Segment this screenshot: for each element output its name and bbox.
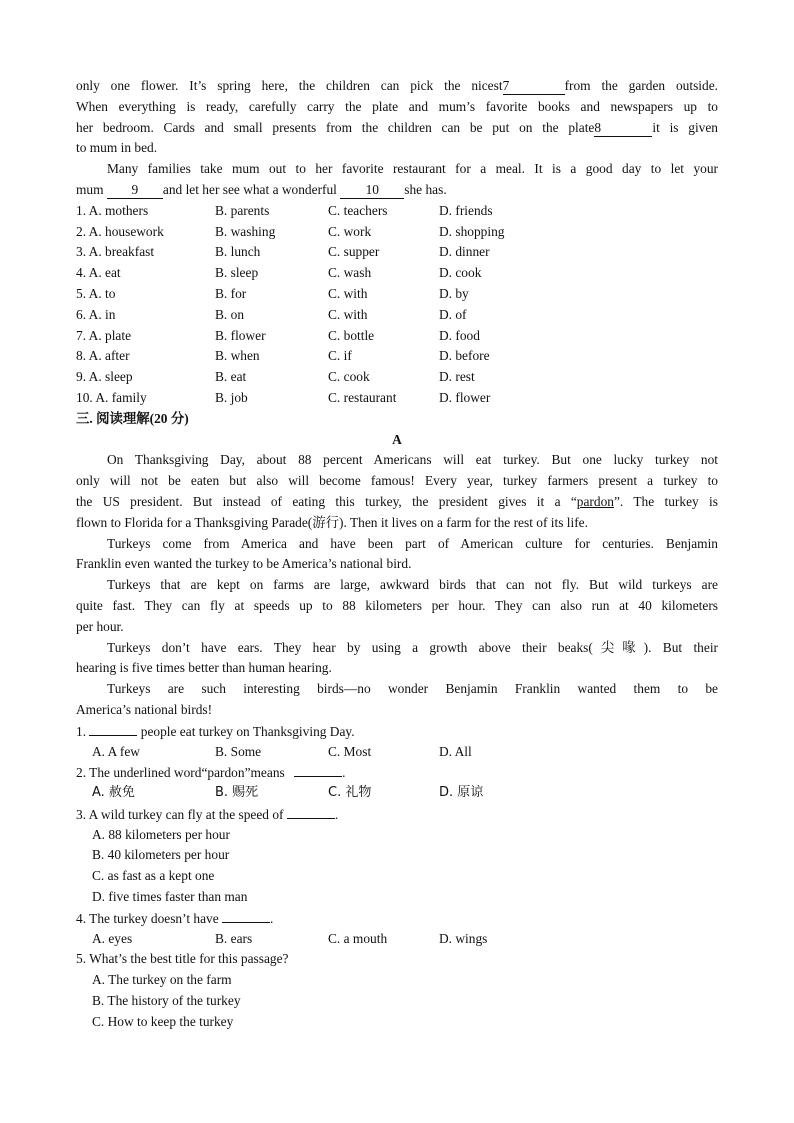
option-c[interactable]: C. with [328,306,368,322]
cloze-option-row [76,263,718,284]
option-b[interactable]: B. on [215,306,245,322]
cloze-text: from the garden outside. [564,78,718,93]
passage-text: ”. The turkey is [613,493,718,509]
option-a[interactable]: 7. A. plate [76,327,132,343]
passage-label: A [392,431,402,447]
passage-line: flown to Florida for a Thanksgiving Parade(游行). Then it lives on a farm for the rest of its life. [76,514,588,530]
option-c[interactable]: C. with [328,285,368,301]
option-a[interactable]: 8. A. after [76,348,130,364]
question-number: 1. [76,723,87,739]
passage-line: Turkeys that are kept on farms are large, awkward birds that can not fly. But wild turkeys are [107,577,718,593]
cloze-option-row [76,201,718,222]
cloze-text: mum [76,181,104,197]
option-b[interactable]: B. washing [215,223,276,239]
option-a[interactable]: 6. A. in [76,306,116,322]
option-b[interactable]: B. The history of the turkey [92,993,241,1009]
question-text: 4. The turkey doesn’t have [76,910,219,926]
option-a[interactable]: 2. A. housework [76,223,164,239]
cloze-line: to mum in bed. [76,140,158,156]
option-d[interactable]: D. of [439,306,467,322]
question-2-options [76,783,718,804]
question-4-options [76,929,718,950]
passage-line: quite fast. They can fly at speeds up to 88 kilometers per hour. They can also run at 40 kilometers [76,597,718,613]
cloze-text: she has. [404,181,447,197]
option-d[interactable]: D. food [439,327,480,343]
option-b[interactable]: B. 40 kilometers per hour [92,847,230,863]
cloze-option-row [76,326,718,347]
option-c[interactable]: C. restaurant [328,389,397,405]
option-a[interactable]: 10. A. family [76,389,147,405]
answer-blank[interactable] [294,762,342,777]
passage-line: hearing is five times better than human hearing. [76,660,332,676]
cloze-line: Many families take mum out to her favorite restaurant for a meal. It is a good day to let your [107,161,718,177]
question-4-stem: 4. The turkey doesn’t have . [76,908,718,929]
option-d[interactable]: D. flower [439,389,491,405]
option-d[interactable]: D. All [439,743,472,759]
option-d[interactable]: D. by [439,285,469,301]
cloze-option-row [76,222,718,243]
option-b[interactable]: B. sleep [215,265,259,281]
cloze-line [76,118,718,139]
question-2-stem: 2. The underlined word“pardon”means . [76,762,718,783]
passage-line: Franklin even wanted the turkey to be America’s national bird. [76,556,412,572]
option-c[interactable]: C. teachers [328,202,388,218]
option-d[interactable]: D. before [439,348,490,364]
cloze-option-row [76,388,718,409]
option-c[interactable]: C. supper [328,244,380,260]
passage-line: On Thanksgiving Day, about 88 percent Americans will eat turkey. But one lucky turkey not [107,452,718,468]
cloze-blank-10[interactable]: 10 [340,182,404,199]
option-c[interactable]: C. work [328,223,372,239]
question-5-stem: 5. What’s the best title for this passage? [76,951,289,967]
option-a[interactable]: 4. A. eat [76,265,121,281]
cloze-line: When everything is ready, carefully carry the plate and mum’s favorite books and newspapers up to [76,98,718,114]
option-c[interactable]: C. wash [328,265,372,281]
option-d[interactable]: D. dinner [439,244,490,260]
option-b[interactable]: B. 赐死 [215,785,259,801]
option-c[interactable]: C. a mouth [328,930,388,946]
question-1-options [76,742,718,763]
cloze-option-row [76,305,718,326]
option-d[interactable]: D. shopping [439,223,505,239]
option-a[interactable]: A. eyes [92,930,133,946]
cloze-blank-9[interactable]: 9 [107,182,163,199]
answer-blank[interactable] [89,721,137,736]
cloze-option-row [76,242,718,263]
option-b[interactable]: B. when [215,348,260,364]
option-a[interactable]: 5. A. to [76,285,116,301]
passage-line: America’s national birds! [76,701,213,717]
cloze-text: and let her see what a wonderful [162,181,337,197]
option-c[interactable]: C. How to keep the turkey [92,1013,234,1029]
option-d[interactable]: D. 原谅 [439,785,484,801]
passage-line: per hour. [76,618,124,634]
option-a[interactable]: A. 赦免 [92,785,135,801]
cloze-options [76,201,718,409]
option-d[interactable]: D. friends [439,202,493,218]
option-a[interactable]: A. 88 kilometers per hour [92,826,230,842]
question-text: people eat turkey on Thanksgiving Day. [140,723,355,739]
option-b[interactable]: B. flower [215,327,266,343]
option-b[interactable]: B. eat [215,369,247,385]
option-a[interactable]: 3. A. breakfast [76,244,155,260]
cloze-text: it is given [652,119,718,135]
question-text: 2. The underlined word“pardon”means [76,765,285,781]
option-b[interactable]: B. job [215,389,248,405]
option-b[interactable]: B. parents [215,202,270,218]
passage-line: Turkeys come from America and have been part of American culture for centuries. Benjamin [107,535,718,551]
option-c[interactable]: C. bottle [328,327,375,343]
cloze-option-row [76,284,718,305]
cloze-text: only one flower. It’s spring here, the children can pick the nicest [76,78,503,93]
option-b[interactable]: B. lunch [215,244,261,260]
option-a[interactable]: 1. A. mothers [76,202,149,218]
question-1-stem [76,721,718,742]
worksheet-page [76,76,718,1033]
option-a[interactable]: 9. A. sleep [76,369,133,385]
passage-line: only will not be eaten but also will become famous! Every year, turkey farmers present a turkey to [76,473,718,489]
section-heading: 三. 阅读理解(20 分) [76,410,189,426]
option-d[interactable]: D. cook [439,265,482,281]
option-b[interactable]: B. ears [215,930,253,946]
option-b[interactable]: B. Some [215,743,262,759]
cloze-text: her bedroom. Cards and small presents from the children can be put on the plate [76,119,595,135]
option-a[interactable]: A. The turkey on the farm [92,972,232,988]
cloze-line [76,180,718,201]
cloze-line [76,76,718,97]
option-d[interactable]: D. five times faster than man [92,889,248,905]
cloze-option-row [76,367,718,388]
option-d[interactable]: D. wings [439,930,488,946]
option-c[interactable]: C. cook [328,369,370,385]
question-text: 3. A wild turkey can fly at the speed of [76,806,284,822]
cloze-blank-7[interactable]: 7 [503,78,565,95]
option-b[interactable]: B. for [215,285,247,301]
cloze-option-row [76,346,718,367]
answer-blank[interactable] [222,908,270,923]
cloze-blank-8[interactable]: 8 [594,120,652,137]
option-a[interactable]: A. A few [92,743,140,759]
passage-line: Turkeys don’t have ears. They hear by using a growth above their beaks(尖喙). But their [107,639,718,655]
passage-line: Turkeys are such interesting birds—no wonder Benjamin Franklin wanted them to be [107,681,718,697]
question-3-stem: 3. A wild turkey can fly at the speed of . [76,804,718,825]
passage-line [76,492,718,513]
option-c[interactable]: C. Most [328,743,372,759]
answer-blank[interactable] [287,804,335,819]
underlined-word-pardon: pardon [576,493,614,509]
option-c[interactable]: C. if [328,348,352,364]
passage-text: the US president. But instead of eating this turkey, the president gives it a “ [76,493,577,509]
option-d[interactable]: D. rest [439,369,475,385]
option-c[interactable]: C. 礼物 [328,785,372,801]
option-c[interactable]: C. as fast as a kept one [92,868,215,884]
